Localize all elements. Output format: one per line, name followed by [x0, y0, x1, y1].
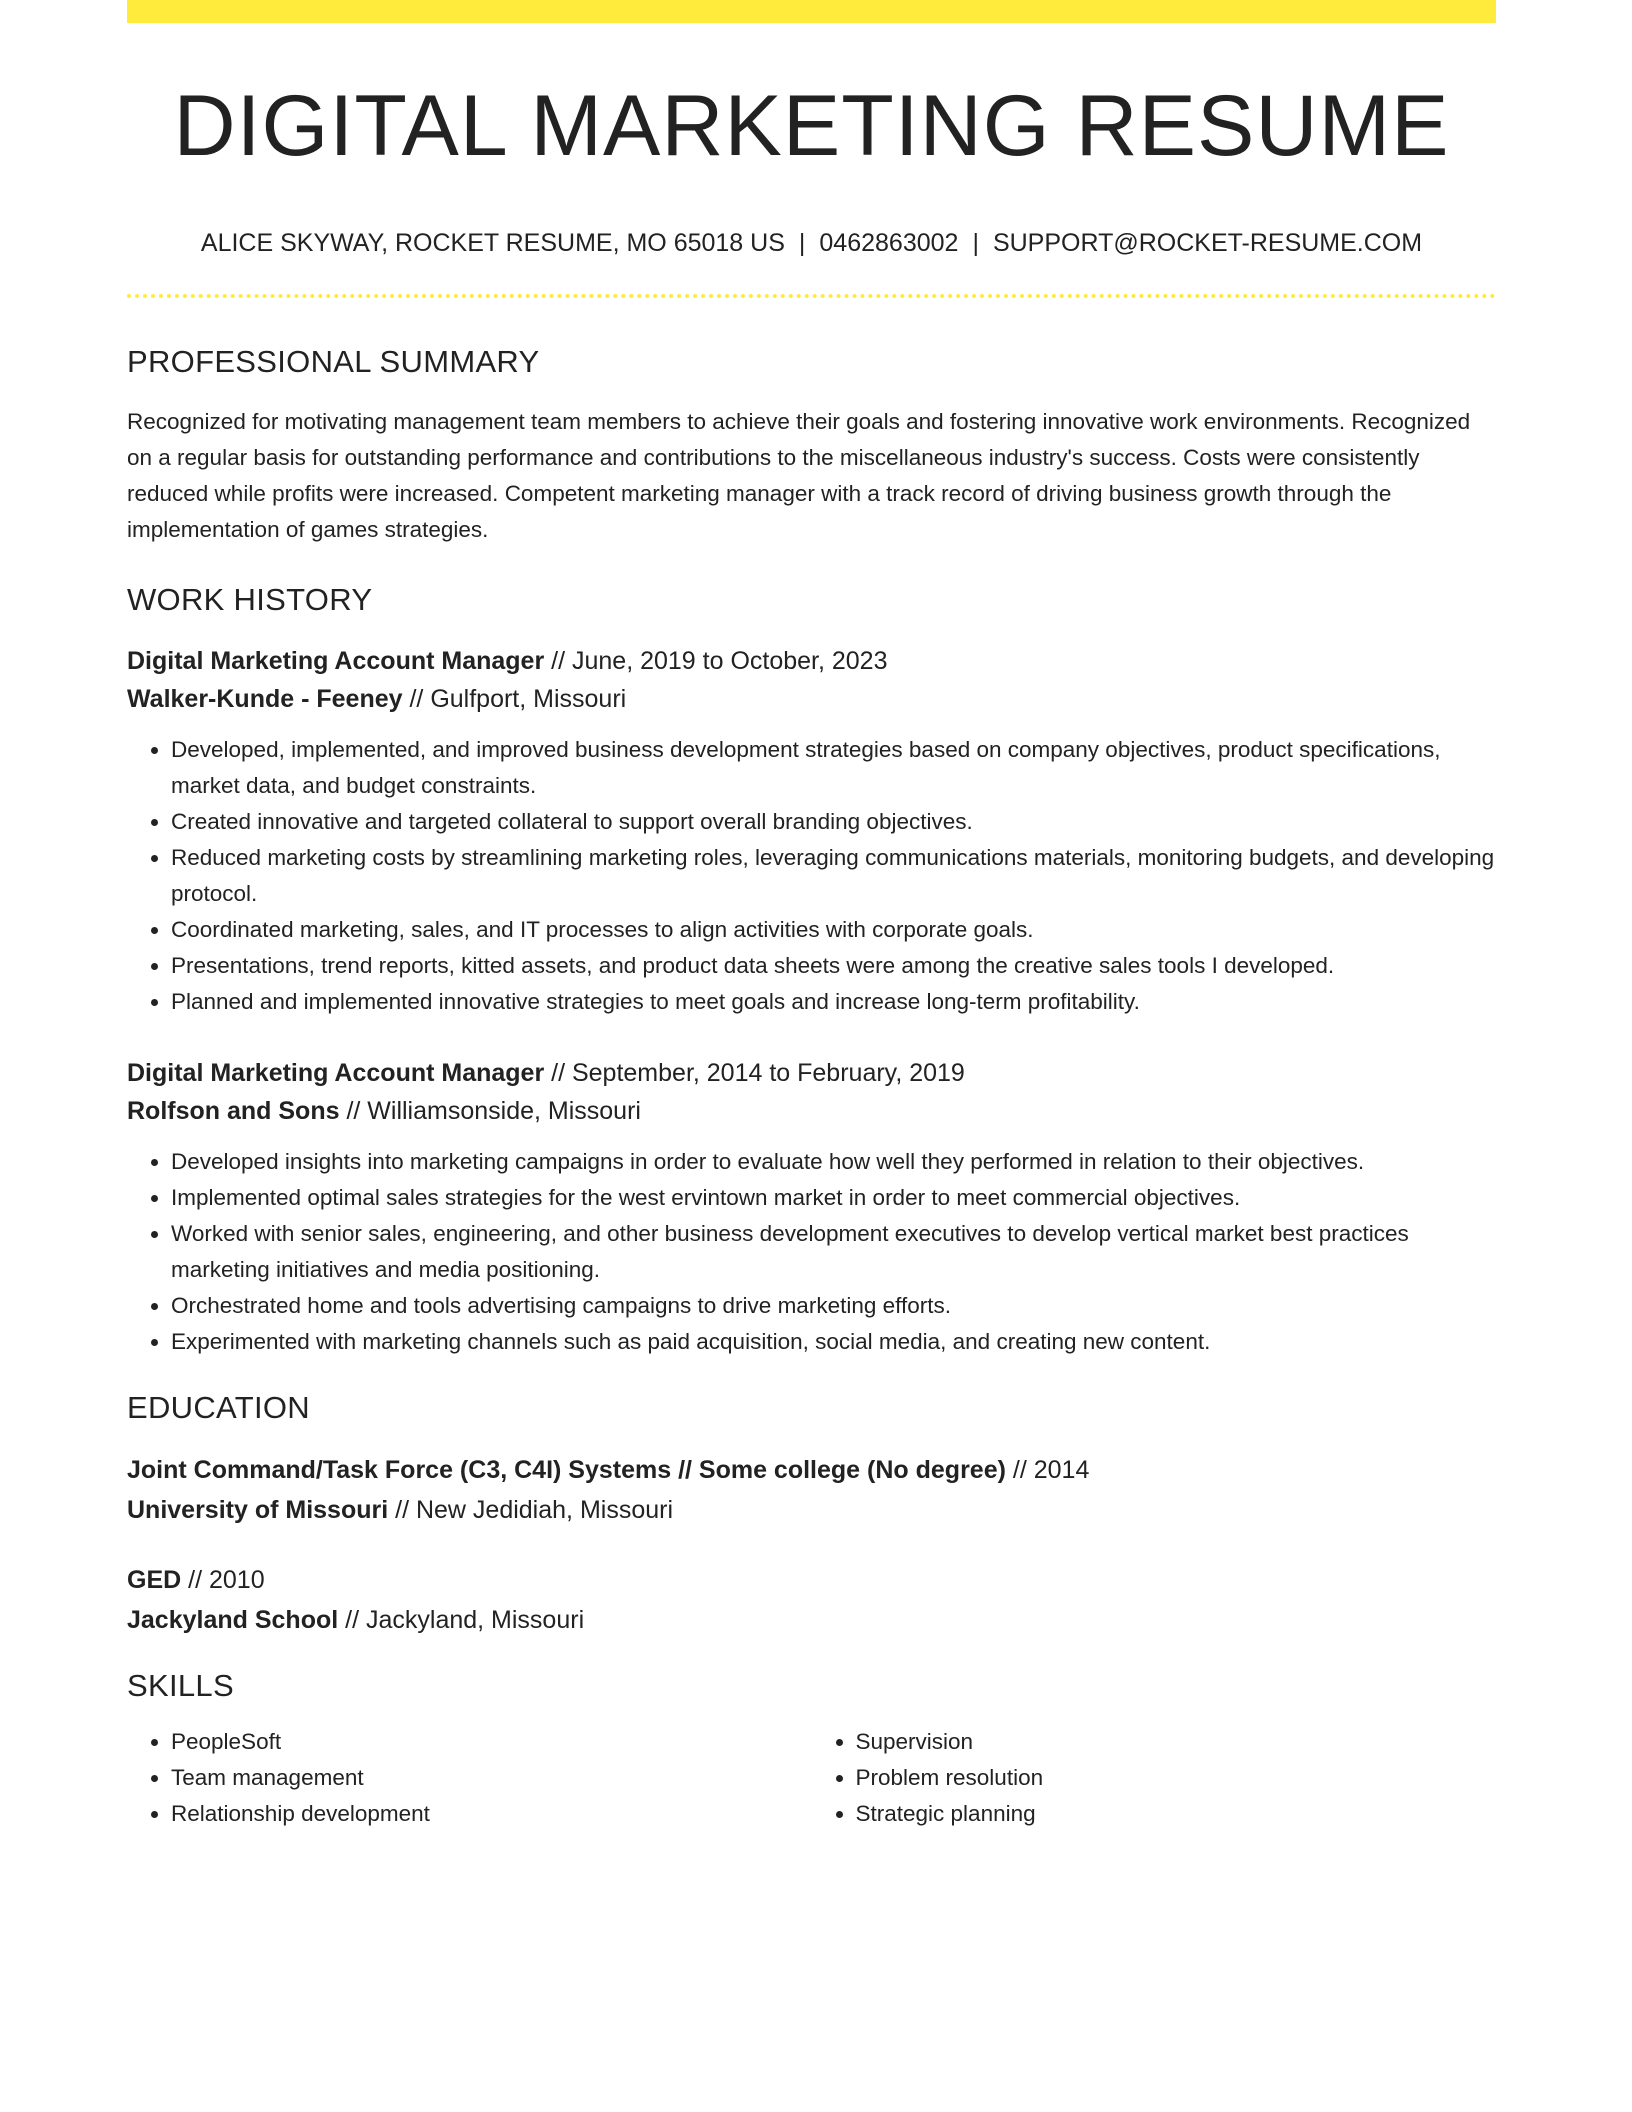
summary-heading: PROFESSIONAL SUMMARY: [127, 344, 540, 379]
summary-section: [127, 344, 1496, 548]
education-year: // 2014: [1012, 1456, 1090, 1484]
job-location: // Williamsonside, Missouri: [346, 1097, 641, 1125]
education-degree-line: [127, 1560, 1496, 1600]
job-company: Rolfson and Sons: [127, 1097, 340, 1125]
education-year: // 2010: [188, 1566, 265, 1594]
skills-list-right: [812, 1724, 1497, 1832]
education-section: [127, 1390, 1496, 1640]
education-location: // New Jedidiah, Missouri: [395, 1496, 674, 1524]
contact-separator: |: [972, 229, 979, 257]
skills-list-left: [127, 1724, 812, 1832]
job-bullet: • Worked with senior sales, engineering, and other business development executives to develop vertical market best practices marketing initiatives and media positioning.: [171, 1216, 1496, 1288]
job-company-line: [127, 680, 1496, 718]
skill-item: • PeopleSoft: [171, 1724, 812, 1760]
job-company: Walker-Kunde - Feeney: [127, 685, 403, 713]
work-history-section: [127, 582, 1496, 1360]
skills-columns: [127, 1724, 1496, 1832]
skill-item: • Relationship development: [171, 1796, 812, 1832]
contact-separator: |: [798, 229, 806, 257]
contact-phone: 0462863002: [819, 229, 959, 257]
job-bullet: • Reduced marketing costs by streamlining marketing roles, leveraging communications materials, monitoring budgets, and developing protocol.: [171, 840, 1496, 912]
job-title: Digital Marketing Account Manager: [127, 647, 545, 675]
job-title-line: [127, 1054, 1496, 1092]
job-company-line: [127, 1092, 1496, 1130]
education-school-line: [127, 1490, 1496, 1530]
job-bullet: • Developed insights into marketing campaigns in order to evaluate how well they performed in relation to their objectives.: [171, 1144, 1496, 1180]
skill-item: • Supervision: [856, 1724, 1497, 1760]
summary-text: Recognized for motivating management team members to achieve their goals and fostering innovative work environments. Recognized on a regular basis for outstanding performance and contributions to the miscellaneous industry's success. Costs were consistently reduced while profits were increased. Competent marketing manager with a track record of driving business growth through the implementation of games strategies.: [127, 409, 1471, 542]
resume-title: DIGITAL MARKETING RESUME: [173, 78, 1450, 174]
education-school: University of Missouri: [127, 1496, 389, 1524]
job-bullets: [127, 732, 1496, 1020]
skill-item: • Strategic planning: [856, 1796, 1497, 1832]
job-bullet: • Implemented optimal sales strategies for the west ervintown market in order to meet commercial objectives.: [171, 1180, 1496, 1216]
skills-heading: SKILLS: [127, 1668, 234, 1703]
job-dates: // June, 2019 to October, 2023: [551, 647, 888, 675]
job-dates: // September, 2014 to February, 2019: [551, 1059, 965, 1087]
work-history-heading: WORK HISTORY: [127, 582, 373, 617]
contact-email: SUPPORT@ROCKET-RESUME.COM: [992, 229, 1423, 257]
skill-item: • Team management: [171, 1760, 812, 1796]
education-degree-line: [127, 1450, 1496, 1490]
education-entry: [127, 1560, 1496, 1640]
education-location: // Jackyland, Missouri: [345, 1606, 585, 1634]
job-bullet: • Created innovative and targeted collateral to support overall branding objectives.: [171, 804, 1496, 840]
skills-section: [127, 1668, 1496, 1832]
job-bullet: • Developed, implemented, and improved business development strategies based on company objectives, product specifications, market data, and budget constraints.: [171, 732, 1496, 804]
dotted-divider: [127, 294, 1496, 298]
job-bullets: [127, 1144, 1496, 1360]
education-school: Jackyland School: [127, 1606, 339, 1634]
education-school-line: [127, 1600, 1496, 1640]
top-accent-bar: [127, 0, 1496, 23]
job-bullet: • Orchestrated home and tools advertising campaigns to drive marketing efforts.: [171, 1288, 1496, 1324]
resume-page: [127, 0, 1496, 1832]
job-bullet: • Planned and implemented innovative strategies to meet goals and increase long-term profitability.: [171, 984, 1496, 1020]
job-bullet: • Experimented with marketing channels such as paid acquisition, social media, and creating new content.: [171, 1324, 1496, 1360]
job-bullet: • Coordinated marketing, sales, and IT processes to align activities with corporate goals.: [171, 912, 1496, 948]
job-entry: [127, 1054, 1496, 1360]
contact-line: [127, 229, 1496, 258]
job-title-line: [127, 642, 1496, 680]
education-degree: GED: [127, 1566, 182, 1594]
education-heading: EDUCATION: [127, 1390, 310, 1425]
education-entry: [127, 1450, 1496, 1530]
job-bullet: • Presentations, trend reports, kitted assets, and product data sheets were among the creative sales tools I developed.: [171, 948, 1496, 984]
job-location: // Gulfport, Missouri: [409, 685, 627, 713]
job-title: Digital Marketing Account Manager: [127, 1059, 545, 1087]
contact-address: ALICE SKYWAY, ROCKET RESUME, MO 65018 US: [200, 229, 785, 257]
education-degree: Joint Command/Task Force (C3, C4I) Systems // Some college (No degree): [127, 1456, 1006, 1484]
job-entry: [127, 642, 1496, 1020]
skill-item: • Problem resolution: [856, 1760, 1497, 1796]
